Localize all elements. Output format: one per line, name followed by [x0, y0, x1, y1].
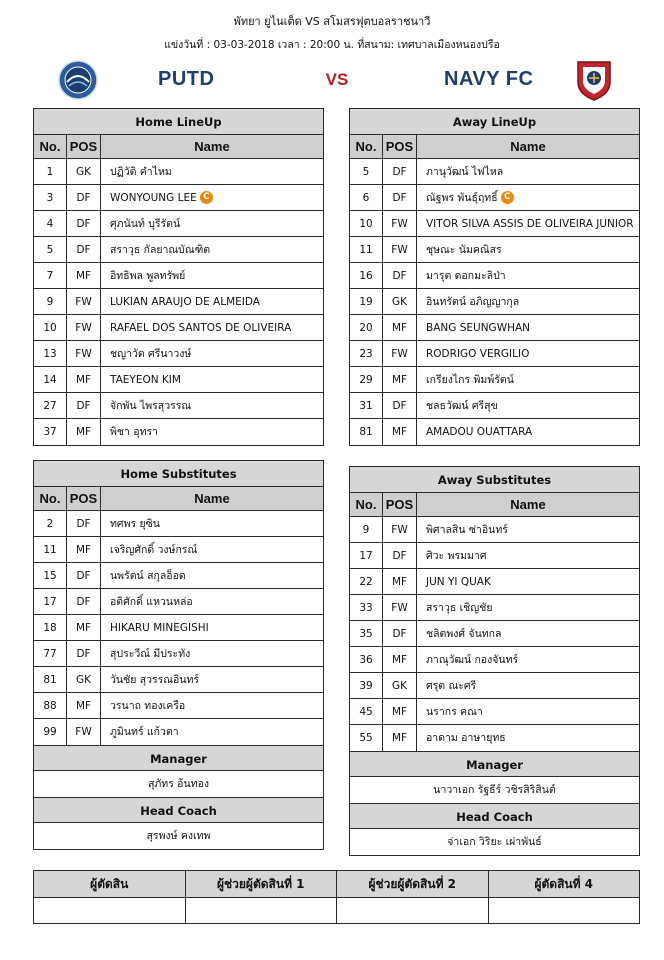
player-position: DF — [67, 589, 101, 614]
player-name: ภานุวัฒน์ ไฟไหล — [426, 165, 504, 178]
player-row — [34, 237, 323, 263]
player-name: วันชัย สุวรรณอินทร์ — [110, 673, 200, 686]
home-subs-header — [34, 487, 323, 511]
officials-table — [33, 870, 640, 924]
player-number: 16 — [350, 263, 383, 288]
player-row — [34, 263, 323, 289]
player-name: พิศาลสิน ซ่าอินทร์ — [426, 523, 508, 536]
player-number: 17 — [350, 543, 383, 568]
player-number: 5 — [34, 237, 67, 262]
player-position: FW — [67, 289, 101, 314]
player-number: 6 — [350, 185, 383, 210]
player-name-cell — [101, 667, 323, 692]
player-name-cell — [101, 589, 323, 614]
player-row — [34, 315, 323, 341]
fourth-official-value — [489, 898, 640, 923]
player-name: WONYOUNG LEE — [110, 191, 197, 204]
player-name: ภาณุวัฒน์ กองจันทร์ — [426, 653, 519, 666]
player-number: 1 — [34, 159, 67, 184]
player-name-cell — [417, 263, 639, 288]
player-name: มารุต ดอกมะลิป่า — [426, 269, 506, 282]
player-name-cell — [417, 211, 639, 236]
player-name-cell — [417, 647, 639, 672]
player-position: MF — [67, 615, 101, 640]
referee-label: ผู้ตัดสิน — [34, 871, 186, 897]
player-name: อาดาม อาษายุทธ — [426, 732, 506, 744]
player-row — [34, 159, 323, 185]
player-name: HIKARU MINEGISHI — [110, 621, 209, 634]
player-position: MF — [67, 537, 101, 562]
player-name: พิชา อุทรา — [110, 426, 159, 438]
assistant-1-value — [186, 898, 338, 923]
player-number: 39 — [350, 673, 383, 698]
home-subs-table — [33, 460, 324, 850]
player-name: RODRIGO VERGILIO — [426, 347, 530, 360]
player-name-cell — [101, 341, 323, 366]
player-position: DF — [67, 511, 101, 536]
player-name-cell — [101, 315, 323, 340]
player-number: 29 — [350, 367, 383, 392]
player-number: 36 — [350, 647, 383, 672]
player-position: MF — [383, 569, 417, 594]
away-lineup-title: Away LineUp — [350, 109, 639, 135]
away-manager-name: นาวาเอก รัฐธีร์ วชิรสิริสินต์ — [433, 784, 556, 796]
player-position: FW — [383, 341, 417, 366]
player-name: AMADOU OUATTARA — [426, 426, 533, 438]
player-position: GK — [67, 667, 101, 692]
home-team-name: PUTD — [158, 68, 215, 90]
player-name: TAEYEON KIM — [110, 373, 181, 386]
player-number: 9 — [34, 289, 67, 314]
player-name-cell — [417, 419, 639, 445]
assistant-2-label: ผู้ช่วยผู้ตัดสินที่ 2 — [337, 871, 489, 897]
home-lineup-table — [33, 108, 324, 446]
player-name-cell — [417, 185, 639, 210]
player-name: VITOR SILVA ASSIS DE OLIVEIRA JUNIOR — [426, 217, 634, 230]
player-name-cell — [101, 185, 323, 210]
player-row — [34, 341, 323, 367]
player-name: อินทรัตน์ อภิญญากุล — [426, 295, 520, 308]
player-name: ปฏิวัติ คำไหม — [110, 165, 172, 178]
player-position: GK — [383, 289, 417, 314]
player-name-cell — [101, 367, 323, 392]
player-name: ชญาวัต ศรีนาวงษ์ — [110, 347, 192, 360]
player-row — [350, 673, 639, 699]
player-position: GK — [383, 673, 417, 698]
player-name: BANG SEUNGWHAN — [426, 321, 531, 334]
player-position: MF — [67, 419, 101, 445]
player-position: DF — [383, 543, 417, 568]
player-position: MF — [67, 693, 101, 718]
player-row — [34, 537, 323, 563]
away-subs-title: Away Substitutes — [350, 467, 639, 493]
player-name-cell — [417, 159, 639, 184]
away-lineup-header — [350, 135, 639, 159]
player-row — [350, 543, 639, 569]
home-lineup-header — [34, 135, 323, 159]
player-name: ชลิตพงศ์ จันทกล — [426, 627, 502, 640]
player-position: MF — [383, 699, 417, 724]
player-row — [34, 641, 323, 667]
player-row — [34, 511, 323, 537]
player-row — [350, 569, 639, 595]
officials-header — [34, 871, 639, 898]
player-position: DF — [383, 263, 417, 288]
player-number: 31 — [350, 393, 383, 418]
player-position: MF — [383, 367, 417, 392]
player-name-cell — [417, 543, 639, 568]
match-info: แข่งวันที่ : 03-03-2018 เวลา : 20:00 น. ที่สนาม: เทศบาลเมืองหนองปรือ — [164, 39, 500, 51]
player-number: 55 — [350, 725, 383, 751]
player-row — [34, 693, 323, 719]
player-position: FW — [67, 315, 101, 340]
player-row — [34, 615, 323, 641]
player-name: ศิวะ พรมมาศ — [426, 549, 487, 562]
player-position: FW — [383, 517, 417, 542]
player-number: 18 — [34, 615, 67, 640]
player-name-cell — [101, 641, 323, 666]
col-no: No. — [34, 135, 67, 158]
player-name: นพรัตน์ สกุลอ็อด — [110, 569, 186, 582]
player-name-cell — [417, 289, 639, 314]
player-name-cell — [417, 315, 639, 340]
away-subs-header — [350, 493, 639, 517]
player-name: ทศพร ยุซิน — [110, 517, 160, 530]
player-number: 15 — [34, 563, 67, 588]
player-number: 22 — [350, 569, 383, 594]
away-coach-name: จ่าเอก วิริยะ เผ่าพันธ์ — [447, 836, 542, 848]
player-row — [34, 563, 323, 589]
home-logo-icon — [58, 60, 98, 100]
player-number: 3 — [34, 185, 67, 210]
player-row — [34, 589, 323, 615]
player-position: DF — [383, 621, 417, 646]
player-name-cell — [417, 621, 639, 646]
player-position: DF — [67, 237, 101, 262]
away-logo-icon — [573, 58, 615, 102]
player-position: GK — [67, 159, 101, 184]
away-manager-label: Manager — [350, 751, 639, 777]
player-number: 19 — [350, 289, 383, 314]
player-name-cell — [417, 673, 639, 698]
player-number: 11 — [34, 537, 67, 562]
away-subs-table — [349, 466, 640, 856]
player-number: 33 — [350, 595, 383, 620]
player-number: 14 — [34, 367, 67, 392]
player-row — [34, 211, 323, 237]
player-number: 11 — [350, 237, 383, 262]
player-name: ภูมินทร์ แก้วตา — [110, 726, 179, 738]
player-row — [350, 367, 639, 393]
player-name: เกรียงไกร พิมพ์รัตน์ — [426, 373, 514, 386]
player-name-cell — [417, 517, 639, 542]
captain-badge-icon: C — [501, 191, 514, 204]
player-name-cell — [101, 289, 323, 314]
player-name: เจริญศักดิ์ วงษ์กรณ์ — [110, 543, 198, 556]
player-row — [350, 289, 639, 315]
player-name: LUKIAN ARAUJO DE ALMEIDA — [110, 295, 260, 308]
player-row — [350, 699, 639, 725]
player-number: 10 — [34, 315, 67, 340]
player-number: 9 — [350, 517, 383, 542]
player-name-cell — [417, 699, 639, 724]
player-name: อติศักดิ์ แหวนหล่อ — [110, 595, 193, 608]
player-row — [34, 185, 323, 211]
player-number: 7 — [34, 263, 67, 288]
player-row — [350, 263, 639, 289]
player-number: 4 — [34, 211, 67, 236]
player-name: ชลธวัฒน์ ศรีสุข — [426, 399, 498, 412]
player-row — [34, 393, 323, 419]
player-name-cell — [101, 419, 323, 445]
fourth-official-label: ผู้ตัดสินที่ 4 — [534, 876, 594, 891]
col-no: No. — [350, 135, 383, 158]
player-number: 35 — [350, 621, 383, 646]
player-number: 88 — [34, 693, 67, 718]
player-name: สุประวีณ์ มีประทัง — [110, 647, 191, 660]
player-position: DF — [67, 641, 101, 666]
player-name-cell — [417, 237, 639, 262]
player-name-cell — [101, 237, 323, 262]
player-row — [350, 621, 639, 647]
player-position: MF — [383, 419, 417, 445]
player-number: 2 — [34, 511, 67, 536]
player-position: MF — [383, 725, 417, 751]
player-name: จักพัน ไพรสุวรรณ — [110, 399, 192, 412]
player-position: DF — [383, 185, 417, 210]
assistant-2-value — [337, 898, 489, 923]
player-position: MF — [383, 315, 417, 340]
player-name: นรากร คณา — [426, 705, 483, 718]
col-pos: POS — [67, 135, 101, 158]
player-position: DF — [67, 563, 101, 588]
player-row — [350, 595, 639, 621]
home-manager-label: Manager — [34, 745, 323, 771]
player-name-cell — [417, 341, 639, 366]
home-coach-label: Head Coach — [34, 797, 323, 823]
col-name: Name — [510, 139, 546, 154]
player-name: ณัฐพร พันธุ์ฤทธิ์ — [426, 191, 498, 204]
player-name-cell — [101, 393, 323, 418]
player-position: DF — [383, 393, 417, 418]
player-row — [350, 647, 639, 673]
player-name: ศรุต ณะศรี — [426, 679, 477, 692]
officials-values — [34, 898, 639, 923]
player-row — [350, 315, 639, 341]
player-row — [350, 725, 639, 751]
player-name-cell — [417, 367, 639, 392]
player-number: 5 — [350, 159, 383, 184]
col-pos: POS — [67, 487, 101, 510]
away-coach-label: Head Coach — [350, 803, 639, 829]
player-name-cell — [101, 719, 323, 745]
player-name: อิทธิพล พูลทรัพย์ — [110, 269, 186, 282]
player-name: สราวุธ กัลยาณบัณฑิต — [110, 243, 211, 256]
vs-label: VS — [325, 70, 349, 89]
player-name-cell — [101, 537, 323, 562]
player-number: 37 — [34, 419, 67, 445]
match-title: พัทยา ยูไนเต็ด VS สโมสรฟุตบอลราชนาวี — [233, 15, 431, 28]
player-number: 13 — [34, 341, 67, 366]
player-name: ชุษณะ นัมคณิสร — [426, 243, 502, 256]
col-pos: POS — [383, 493, 417, 516]
player-number: 81 — [350, 419, 383, 445]
player-name-cell — [417, 569, 639, 594]
player-row — [34, 419, 323, 445]
player-row — [350, 237, 639, 263]
away-lineup-table — [349, 108, 640, 446]
player-number: 10 — [350, 211, 383, 236]
player-name-cell — [417, 595, 639, 620]
player-name: วรนาถ ทองเครือ — [110, 699, 186, 712]
home-manager-name: สุภัทร อ้นทอง — [147, 778, 210, 790]
col-no: No. — [34, 487, 67, 510]
player-name-cell — [417, 393, 639, 418]
player-position: DF — [67, 211, 101, 236]
player-row — [34, 367, 323, 393]
col-pos: POS — [383, 135, 417, 158]
away-team-name: NAVY FC — [444, 68, 534, 90]
player-number: 45 — [350, 699, 383, 724]
player-name-cell — [101, 511, 323, 536]
player-number: 81 — [34, 667, 67, 692]
home-lineup-title: Home LineUp — [34, 109, 323, 135]
player-name-cell — [101, 211, 323, 236]
player-position: DF — [67, 393, 101, 418]
player-name-cell — [101, 693, 323, 718]
player-number: 20 — [350, 315, 383, 340]
player-position: MF — [67, 263, 101, 288]
player-position: FW — [67, 341, 101, 366]
player-row — [350, 185, 639, 211]
player-name-cell — [417, 725, 639, 751]
player-position: FW — [383, 211, 417, 236]
col-no: No. — [350, 493, 383, 516]
player-name: JUN YI QUAK — [426, 575, 491, 588]
home-coach-name: สุรพงษ์ คงเทพ — [146, 830, 211, 842]
player-position: MF — [67, 367, 101, 392]
player-number: 77 — [34, 641, 67, 666]
player-name: สราวุธ เชิญชัย — [426, 601, 493, 614]
player-number: 27 — [34, 393, 67, 418]
col-name: Name — [194, 139, 230, 154]
player-row — [350, 159, 639, 185]
player-name-cell — [101, 615, 323, 640]
player-position: FW — [67, 719, 101, 745]
assistant-1-label: ผู้ช่วยผู้ตัดสินที่ 1 — [186, 871, 338, 897]
player-row — [34, 719, 323, 745]
player-name-cell — [101, 563, 323, 588]
player-position: DF — [383, 159, 417, 184]
player-position: DF — [67, 185, 101, 210]
captain-badge-icon: C — [200, 191, 213, 204]
player-row — [350, 341, 639, 367]
col-name: Name — [510, 497, 546, 512]
player-row — [350, 419, 639, 445]
col-name: Name — [194, 491, 230, 506]
player-name: ศุภนันท์ บุรีรัตน์ — [110, 217, 181, 230]
player-name-cell — [101, 263, 323, 288]
player-position: MF — [383, 647, 417, 672]
player-row — [34, 667, 323, 693]
player-position: FW — [383, 237, 417, 262]
referee-value — [34, 898, 186, 923]
player-row — [350, 517, 639, 543]
player-number: 23 — [350, 341, 383, 366]
player-number: 99 — [34, 719, 67, 745]
home-subs-title: Home Substitutes — [34, 461, 323, 487]
player-name: RAFAEL DOS SANTOS DE OLIVEIRA — [110, 321, 292, 334]
player-position: FW — [383, 595, 417, 620]
player-row — [34, 289, 323, 315]
player-number: 17 — [34, 589, 67, 614]
player-row — [350, 211, 639, 237]
player-row — [350, 393, 639, 419]
player-name-cell — [101, 159, 323, 184]
